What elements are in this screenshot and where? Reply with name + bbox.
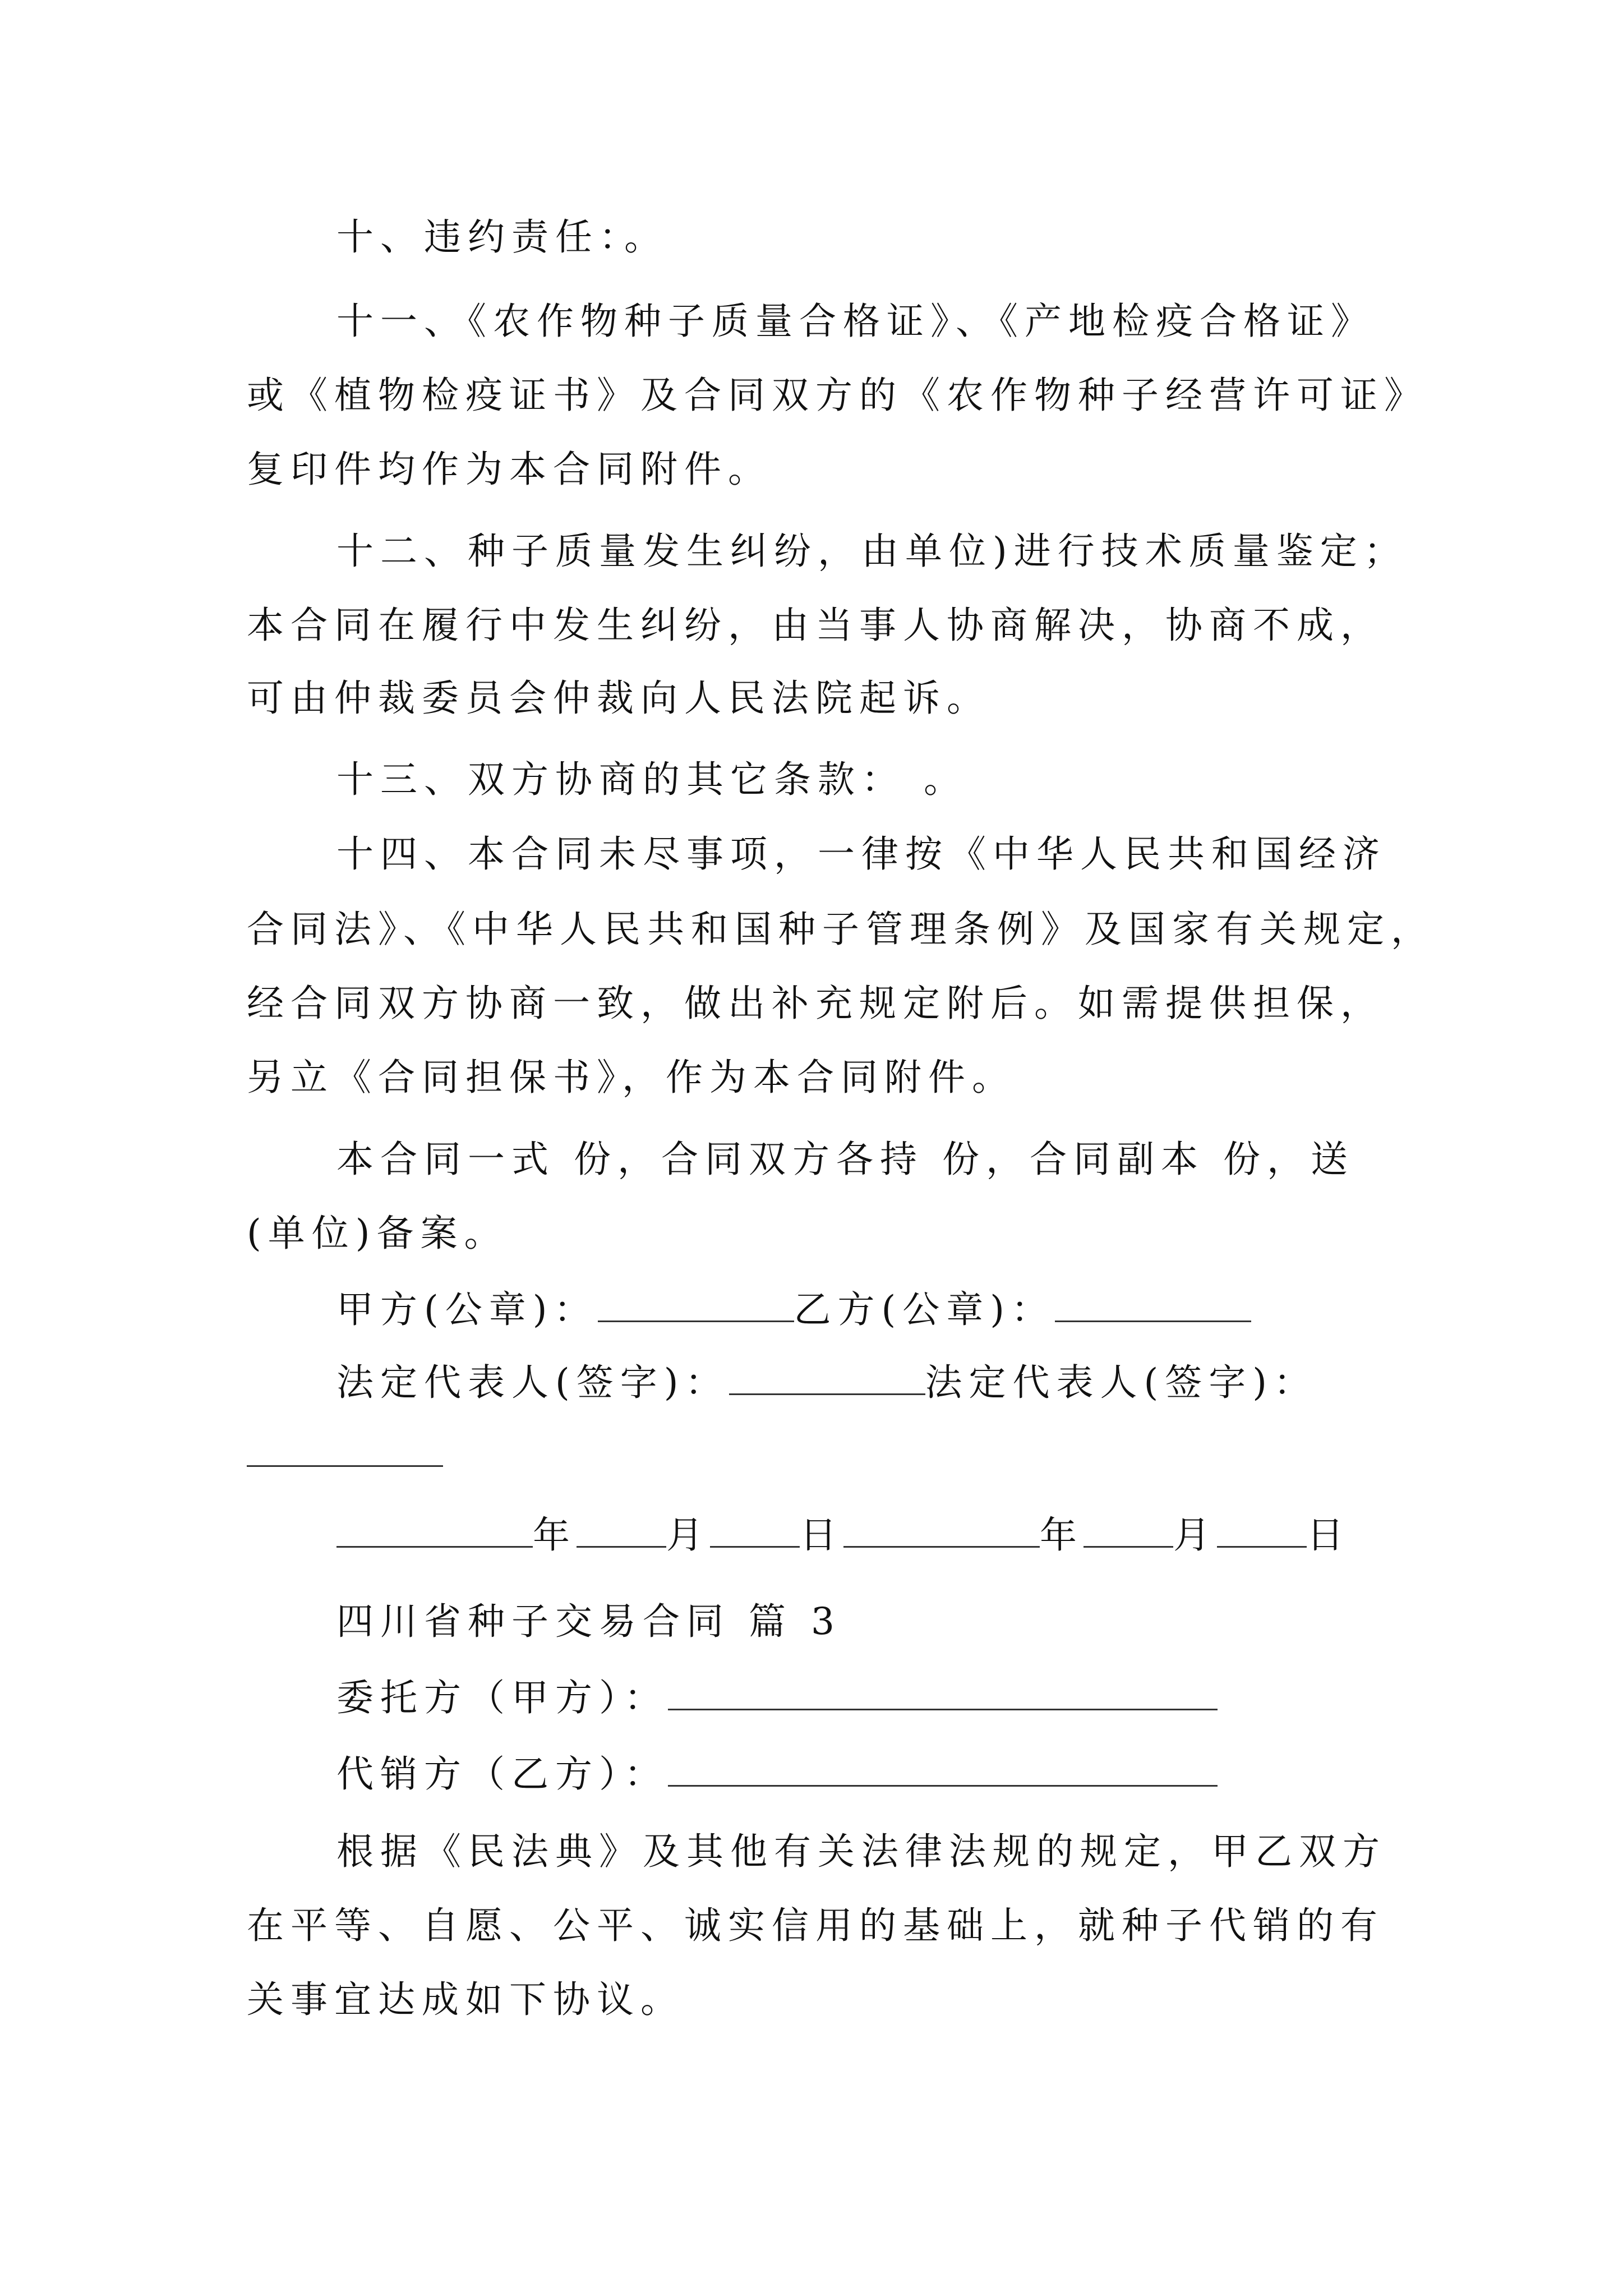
day-label: 日: [800, 1513, 843, 1557]
copies-line-2: (单位)备案。: [247, 1212, 508, 1255]
principal-row: [336, 1673, 1218, 1723]
legal-rep-row: [336, 1358, 1317, 1408]
party-b-legal-rep-field[interactable]: [247, 1465, 443, 1467]
day-label: 日: [1307, 1513, 1350, 1557]
principal-field[interactable]: [668, 1675, 1218, 1710]
agent-row: [336, 1749, 1218, 1800]
party-b-day-field[interactable]: [1217, 1512, 1307, 1548]
clause-13: 十三、双方协商的其它条款： 。: [336, 758, 967, 801]
party-a-legal-rep-field[interactable]: [729, 1360, 925, 1395]
month-label: 月: [666, 1513, 710, 1557]
clause-14-line-3: 经合同双方协商一致，做出补充规定附后。如需提供担保，: [247, 982, 1384, 1025]
clause-14-line-1: 十四、本合同未尽事项，一律按《中华人民共和国经济: [336, 832, 1386, 876]
clause-12-line-3: 可由仲裁委员会仲裁向人民法院起诉。: [247, 677, 990, 720]
seal-row: [336, 1285, 1251, 1335]
intro-line-2: 在平等、自愿、公平、诚实信用的基础上，就种子代销的有: [247, 1904, 1384, 1947]
clause-11-line-1: 十一、《农作物种子质量合格证》、《产地检疫合格证》: [336, 300, 1375, 343]
party-b-year-field[interactable]: [843, 1512, 1040, 1548]
party-a-day-field[interactable]: [710, 1512, 800, 1548]
intro-line-1: 根据《民法典》及其他有关法律法规的规定，甲乙双方: [336, 1830, 1386, 1873]
clause-10: 十、违约责任：。: [336, 215, 668, 259]
clause-12-line-1: 十二、种子质量发生纠纷，由单位)进行技术质量鉴定；: [336, 530, 1408, 573]
year-label: 年: [1040, 1513, 1083, 1557]
month-label: 月: [1173, 1513, 1217, 1557]
party-b-month-field[interactable]: [1083, 1512, 1173, 1548]
clause-11-line-2: 或《植物检疫证书》及合同双方的《农作物种子经营许可证》: [247, 374, 1428, 417]
clause-14-line-2: 合同法》、《中华人民共和国种子管理条例》及国家有关规定，: [247, 908, 1435, 951]
principal-label: 委托方（甲方）：: [336, 1676, 668, 1719]
party-b-seal-label: 乙方(公章)：: [794, 1288, 1055, 1331]
party-a-month-field[interactable]: [577, 1512, 666, 1548]
party-a-legal-rep-label: 法定代表人(签字)：: [336, 1361, 729, 1404]
party-a-seal-field[interactable]: [598, 1287, 794, 1322]
year-label: 年: [533, 1513, 577, 1557]
clause-11-line-3: 复印件均作为本合同附件。: [247, 448, 772, 491]
intro-line-3: 关事宜达成如下协议。: [247, 1978, 684, 2021]
clause-14-line-4: 另立《合同担保书》，作为本合同附件。: [247, 1056, 1016, 1099]
party-a-year-field[interactable]: [336, 1512, 533, 1548]
section-3-title: 四川省种子交易合同 篇 3: [336, 1600, 841, 1643]
party-b-legal-rep-label: 法定代表人(签字)：: [925, 1361, 1317, 1404]
party-b-seal-field[interactable]: [1055, 1287, 1251, 1322]
clause-12-line-2: 本合同在履行中发生纠纷，由当事人协商解决，协商不成，: [247, 604, 1384, 647]
agent-field[interactable]: [668, 1751, 1218, 1787]
agent-label: 代销方（乙方）：: [336, 1752, 668, 1796]
date-row: [336, 1510, 1350, 1561]
copies-line-1: 本合同一式 份，合同双方各持 份，合同副本 份，送: [336, 1138, 1354, 1181]
party-a-seal-label: 甲方(公章)：: [336, 1288, 598, 1331]
